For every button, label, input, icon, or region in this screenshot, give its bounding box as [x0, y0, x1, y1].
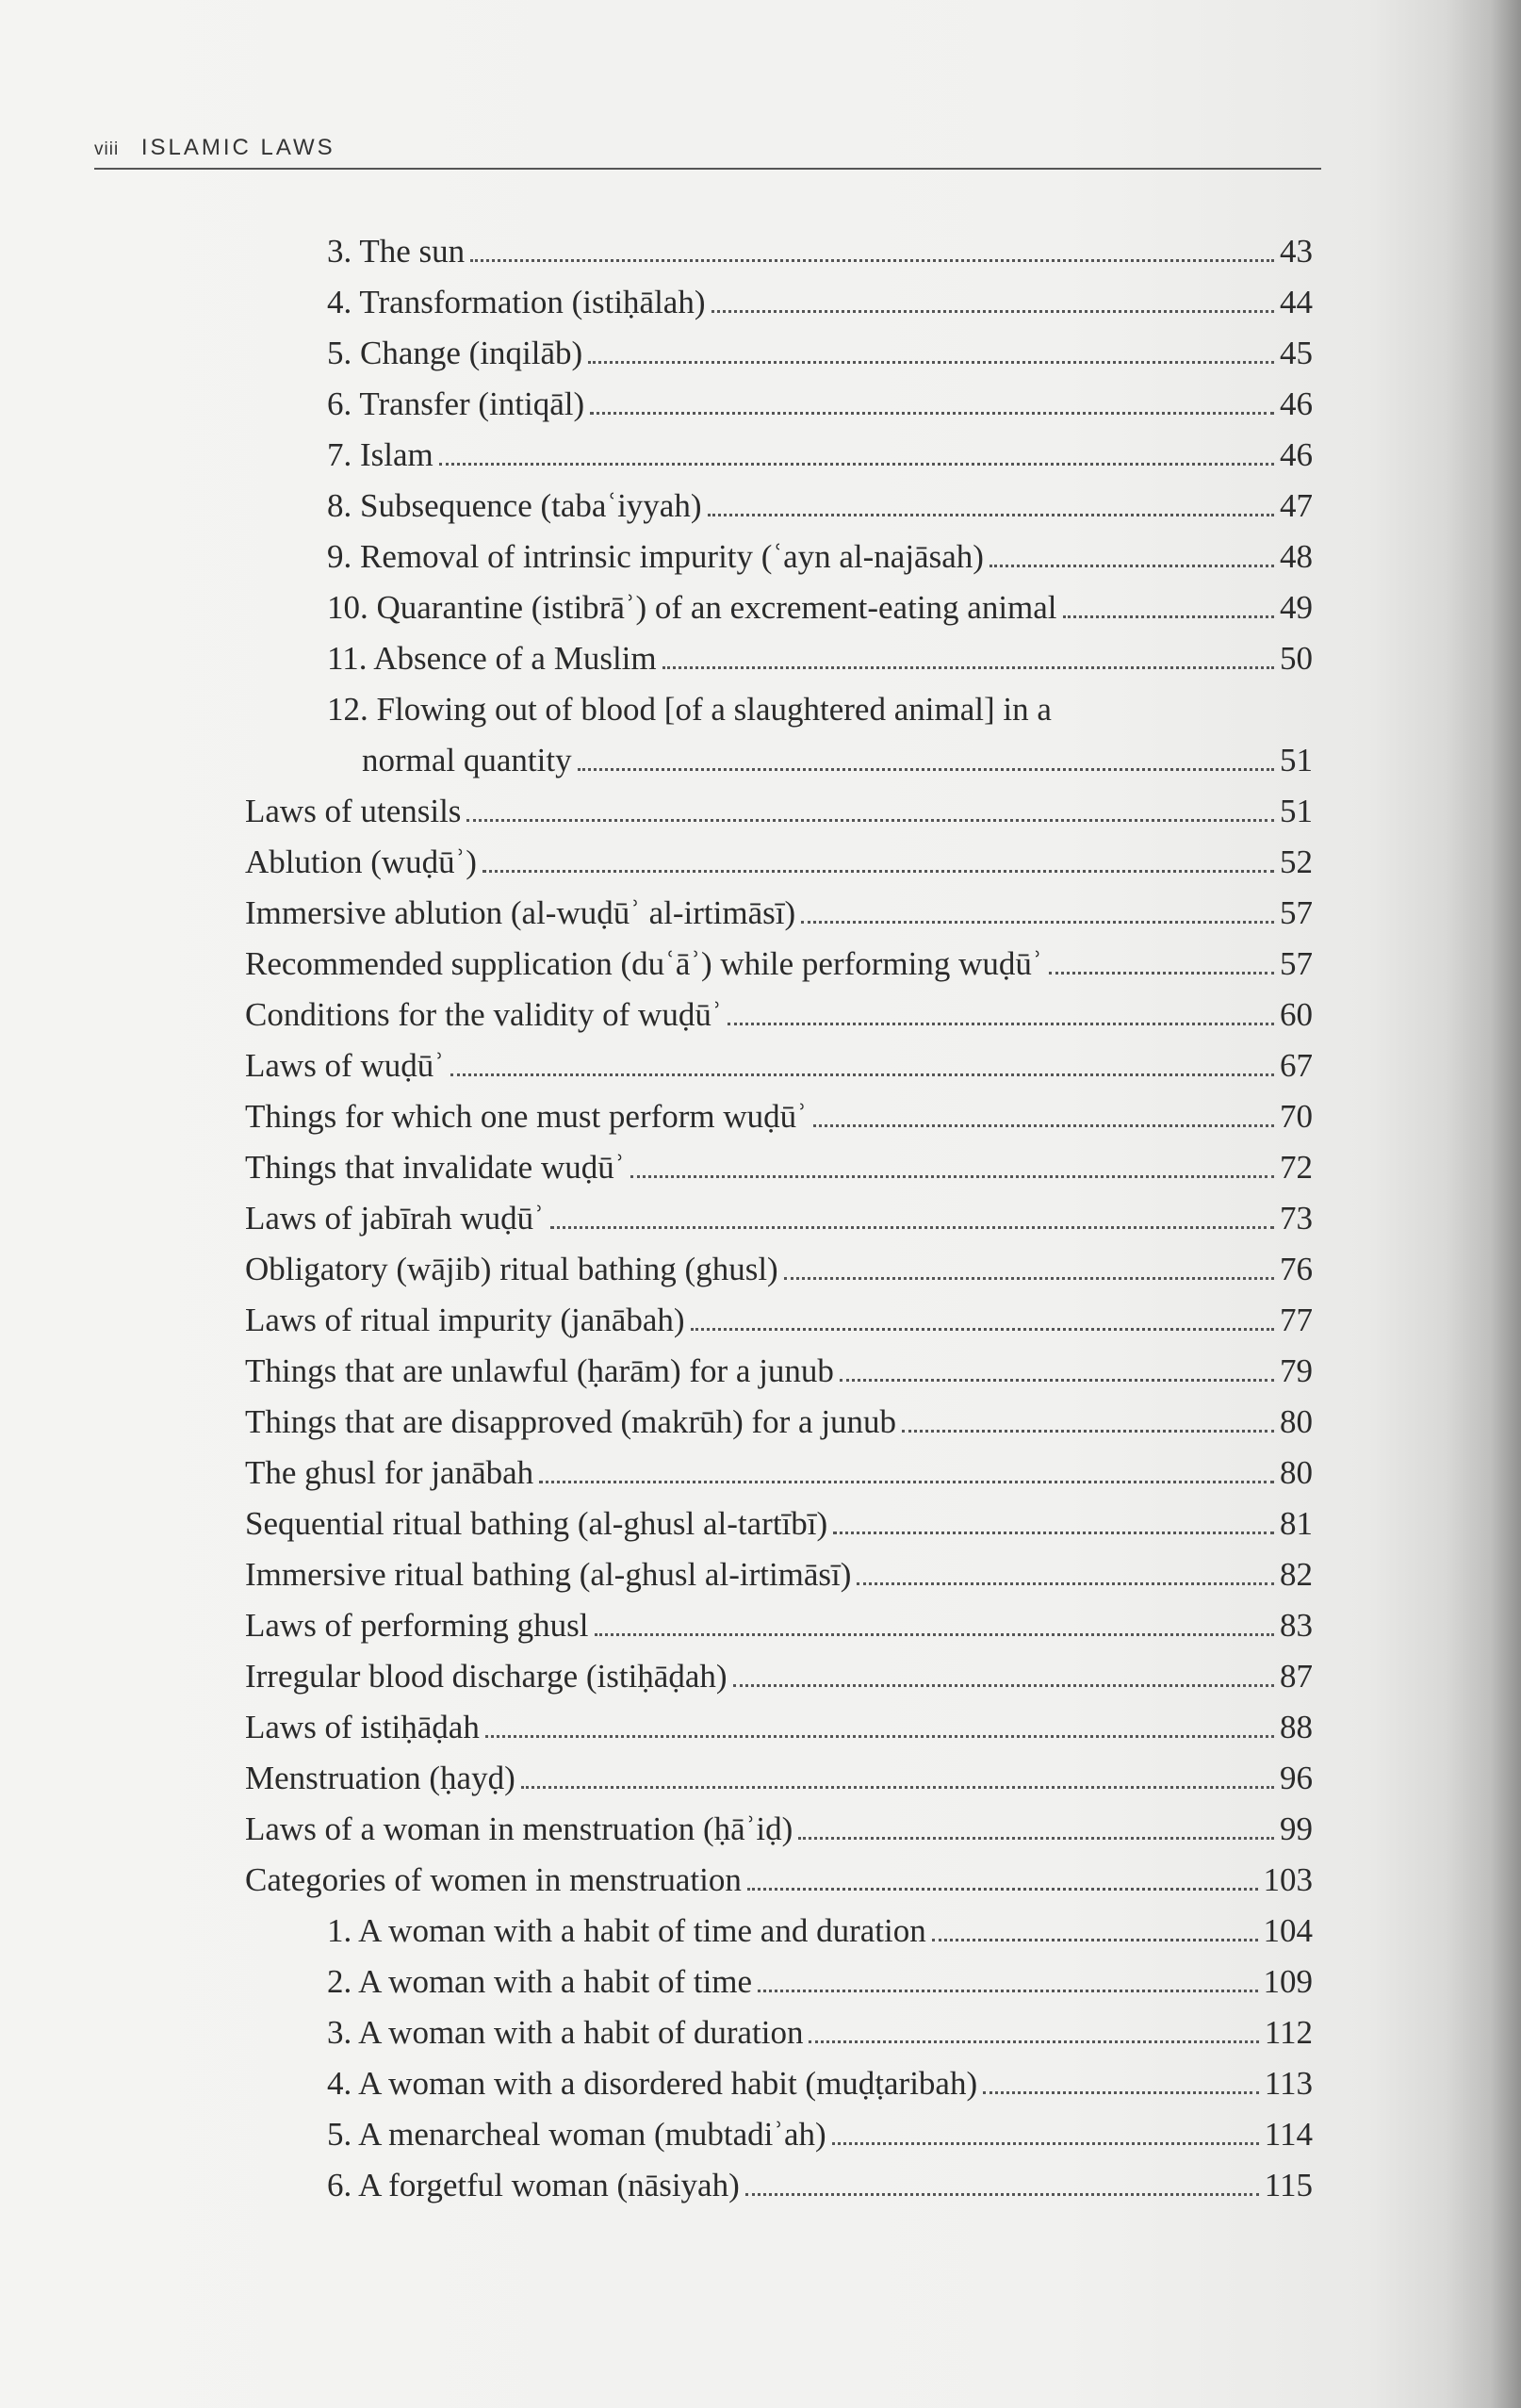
- toc-entry[interactable]: [327, 379, 1313, 430]
- toc-entry-title: Immersive ablution (al-wuḍūʾ al-irtimāsī): [245, 894, 796, 931]
- toc-entry-title: Laws of jabīrah wuḍūʾ: [245, 1200, 545, 1237]
- toc-entry-title: Laws of ritual impurity (janābah): [245, 1302, 685, 1338]
- toc-entry[interactable]: [245, 1804, 1313, 1855]
- toc-entry-title: Things that invalidate wuḍūʾ: [245, 1149, 626, 1186]
- toc-entry[interactable]: [245, 1397, 1313, 1448]
- toc-entry[interactable]: [245, 1040, 1313, 1091]
- toc-entry-page: 46: [1280, 385, 1313, 422]
- dot-leader: [798, 1837, 1274, 1840]
- toc-entry-page: 99: [1280, 1810, 1313, 1847]
- dot-leader: [809, 2040, 1258, 2043]
- toc-entry-page: 83: [1280, 1607, 1313, 1644]
- toc-entry-title: 5. A menarcheal woman (mubtadiʾah): [327, 2116, 826, 2153]
- toc-entry-page: 57: [1280, 945, 1313, 982]
- toc-entry[interactable]: [245, 888, 1313, 939]
- dot-leader: [578, 768, 1274, 771]
- toc-entry-title: 4. A woman with a disordered habit (muḍṭaribah): [327, 2065, 978, 2102]
- toc-entry-page: 115: [1264, 2167, 1313, 2203]
- toc-entry-page: 81: [1280, 1505, 1313, 1542]
- dot-leader: [691, 1328, 1274, 1331]
- toc-entry[interactable]: [245, 1549, 1313, 1600]
- dot-leader: [857, 1582, 1274, 1585]
- toc-entry-title: 11. Absence of a Muslim: [327, 640, 657, 677]
- toc-entry-title: 5. Change (inqilāb): [327, 335, 583, 371]
- running-header: [94, 135, 335, 161]
- dot-leader: [728, 1023, 1274, 1025]
- dot-leader: [466, 819, 1274, 822]
- dot-leader: [840, 1379, 1274, 1382]
- dot-leader: [482, 870, 1274, 873]
- dot-leader: [711, 310, 1275, 313]
- toc-entry-title: Things for which one must perform wuḍūʾ: [245, 1098, 808, 1135]
- toc-entry-title: 4. Transformation (istiḥālah): [327, 284, 706, 320]
- toc-entry[interactable]: [327, 582, 1313, 633]
- toc-entry-page: 82: [1280, 1556, 1313, 1593]
- toc-entry-title: 3. The sun: [327, 233, 466, 270]
- toc-entry-page: 70: [1280, 1098, 1313, 1135]
- toc-entry-page: 60: [1280, 996, 1313, 1033]
- dot-leader: [630, 1175, 1274, 1178]
- toc-entry-title: Laws of wuḍūʾ: [245, 1047, 445, 1084]
- toc-entry-title: 10. Quarantine (istibrāʾ) of an excrement-eating animal: [327, 589, 1057, 626]
- toc-entry-title: Categories of women in menstruation: [245, 1861, 742, 1898]
- toc-entry-title: Things that are unlawful (ḥarām) for a junub: [245, 1352, 834, 1389]
- toc-entry-page: 80: [1280, 1454, 1313, 1491]
- dot-leader: [590, 412, 1274, 415]
- toc-entry-title: normal quantity: [362, 742, 572, 778]
- dot-leader: [983, 2091, 1259, 2094]
- header-rule: [94, 168, 1321, 170]
- toc-entry-title: 8. Subsequence (tabaʿiyyah): [327, 487, 702, 524]
- toc-entry-page: 88: [1280, 1709, 1313, 1745]
- toc-entry[interactable]: [245, 1651, 1313, 1702]
- dot-leader: [470, 259, 1274, 262]
- toc-entry[interactable]: [327, 481, 1313, 532]
- toc-entry-page: 48: [1280, 538, 1313, 575]
- dot-leader: [902, 1430, 1274, 1433]
- dot-leader: [539, 1481, 1274, 1483]
- toc-entry-page: 103: [1263, 1861, 1313, 1898]
- dot-leader: [662, 666, 1274, 669]
- toc-entry-title: Ablution (wuḍūʾ): [245, 844, 477, 880]
- toc-entry-page: 72: [1280, 1149, 1313, 1186]
- toc-entry-page: 87: [1280, 1658, 1313, 1695]
- dot-leader: [801, 921, 1274, 924]
- toc-entry-title: 9. Removal of intrinsic impurity (ʿayn al-najāsah): [327, 538, 984, 575]
- toc-entry[interactable]: [327, 633, 1313, 684]
- toc-entry-page: 77: [1280, 1302, 1313, 1338]
- toc-entry-title: Things that are disapproved (makrūh) for a junub: [245, 1403, 897, 1440]
- toc-entry[interactable]: [245, 1855, 1313, 1906]
- toc-entry-page: 47: [1280, 487, 1313, 524]
- dot-leader: [784, 1277, 1274, 1280]
- dot-leader: [485, 1735, 1274, 1738]
- dot-leader: [813, 1124, 1274, 1127]
- toc-entry[interactable]: [245, 1091, 1313, 1142]
- toc-entry[interactable]: [245, 1753, 1313, 1804]
- spine-shadow: [1446, 0, 1521, 2408]
- toc-entry-page: 46: [1280, 436, 1313, 473]
- toc-entry-title: The ghusl for janābah: [245, 1454, 534, 1491]
- toc-entry-page: 51: [1280, 793, 1313, 829]
- toc-entry[interactable]: [245, 1346, 1313, 1397]
- toc-entry-title: 7. Islam: [327, 436, 433, 473]
- toc-entry[interactable]: [245, 939, 1313, 990]
- toc-entry[interactable]: [327, 226, 1313, 277]
- dot-leader: [747, 1888, 1258, 1891]
- dot-leader: [833, 1532, 1274, 1534]
- header-page-number: viii: [94, 139, 120, 159]
- toc-entry[interactable]: [327, 2007, 1313, 2058]
- toc-entry-page: 45: [1280, 335, 1313, 371]
- toc-entry-page: 51: [1280, 742, 1313, 778]
- toc-entry[interactable]: [245, 786, 1313, 837]
- toc-entry[interactable]: [327, 2058, 1313, 2109]
- toc-entry-title: Menstruation (ḥayḍ): [245, 1760, 515, 1796]
- toc-entry-title: Obligatory (wājib) ritual bathing (ghusl): [245, 1251, 778, 1287]
- toc-entry-title: 2. A woman with a habit of time: [327, 1963, 753, 2000]
- toc-entry-page: 57: [1280, 894, 1313, 931]
- toc-entry[interactable]: [245, 1244, 1313, 1295]
- dot-leader: [733, 1684, 1274, 1687]
- toc-entry-page: 76: [1280, 1251, 1313, 1287]
- dot-leader: [745, 2193, 1259, 2196]
- toc-entry-page: 49: [1280, 589, 1313, 626]
- dot-leader: [932, 1939, 1258, 1941]
- dot-leader: [1049, 972, 1274, 975]
- toc-entry-page: 80: [1280, 1403, 1313, 1440]
- toc-entry-page: 73: [1280, 1200, 1313, 1237]
- toc-entry[interactable]: [327, 1906, 1313, 1957]
- dot-leader: [989, 565, 1274, 567]
- toc-entry-title: Laws of utensils: [245, 793, 462, 829]
- toc-entry-title: Immersive ritual bathing (al-ghusl al-irtimāsī): [245, 1556, 852, 1593]
- toc-entry[interactable]: [245, 1702, 1313, 1753]
- toc-entry[interactable]: [245, 990, 1313, 1040]
- dot-leader: [588, 361, 1274, 364]
- toc-entry-page: 113: [1264, 2065, 1313, 2102]
- header-running-title: ISLAMIC LAWS: [140, 135, 335, 160]
- dot-leader: [758, 1990, 1257, 1992]
- toc-entry[interactable]: [245, 1499, 1313, 1549]
- dot-leader: [595, 1633, 1274, 1636]
- toc-entry[interactable]: [327, 277, 1313, 328]
- toc-entry-page: 96: [1280, 1760, 1313, 1796]
- toc-entry[interactable]: [327, 2160, 1313, 2211]
- toc-entry[interactable]: [245, 1600, 1313, 1651]
- toc-entry-title: 6. Transfer (intiqāl): [327, 385, 585, 422]
- toc-entry-page: 44: [1280, 284, 1313, 320]
- toc-entry[interactable]: [327, 1957, 1313, 2007]
- toc-entry-title: 12. Flowing out of blood [of a slaughtered animal] in a: [327, 691, 1052, 728]
- toc-entry[interactable]: [327, 430, 1313, 481]
- toc-entry[interactable]: [327, 2109, 1313, 2160]
- dot-leader: [439, 463, 1274, 466]
- toc-entry-page: 50: [1280, 640, 1313, 677]
- toc-entry-first-line[interactable]: [327, 684, 1052, 735]
- toc-entry[interactable]: [245, 1193, 1313, 1244]
- toc-entry-page: 112: [1264, 2014, 1313, 2051]
- toc-entry[interactable]: [327, 328, 1313, 379]
- toc-entry-title: Irregular blood discharge (istiḥāḍah): [245, 1658, 728, 1695]
- dot-leader: [832, 2142, 1259, 2145]
- dot-leader: [550, 1226, 1274, 1229]
- toc-entry-title: Sequential ritual bathing (al-ghusl al-tartībī): [245, 1505, 828, 1542]
- toc-entry-title: Conditions for the validity of wuḍūʾ: [245, 996, 723, 1033]
- toc-entry-title: Laws of a woman in menstruation (ḥāʾiḍ): [245, 1810, 793, 1847]
- dot-leader: [1063, 615, 1274, 618]
- toc-entry-title: 1. A woman with a habit of time and duration: [327, 1912, 926, 1949]
- toc-entry-page: 79: [1280, 1352, 1313, 1389]
- toc-entry-title: 3. A woman with a habit of duration: [327, 2014, 804, 2051]
- toc-entry-page: 104: [1263, 1912, 1313, 1949]
- toc-entry-page: 114: [1264, 2116, 1313, 2153]
- toc-entry[interactable]: [245, 837, 1313, 888]
- toc-entry-page: 52: [1280, 844, 1313, 880]
- dot-leader: [521, 1786, 1274, 1789]
- toc-entry[interactable]: [245, 1295, 1313, 1346]
- toc-entry[interactable]: [245, 1448, 1313, 1499]
- toc-entry[interactable]: [327, 532, 1313, 582]
- dot-leader: [450, 1073, 1274, 1076]
- toc-entry-title: Laws of performing ghusl: [245, 1607, 589, 1644]
- toc-entry-title: 6. A forgetful woman (nāsiyah): [327, 2167, 740, 2203]
- toc-entry-page: 67: [1280, 1047, 1313, 1084]
- toc-entry-title: Laws of istiḥāḍah: [245, 1709, 480, 1745]
- dot-leader: [708, 514, 1275, 516]
- toc-entry-page: 43: [1280, 233, 1313, 270]
- toc-entry-title: Recommended supplication (duʿāʾ) while performing wuḍūʾ: [245, 945, 1043, 982]
- toc-entry[interactable]: [362, 735, 1313, 786]
- toc-entry-page: 109: [1263, 1963, 1313, 2000]
- toc-entry[interactable]: [245, 1142, 1313, 1193]
